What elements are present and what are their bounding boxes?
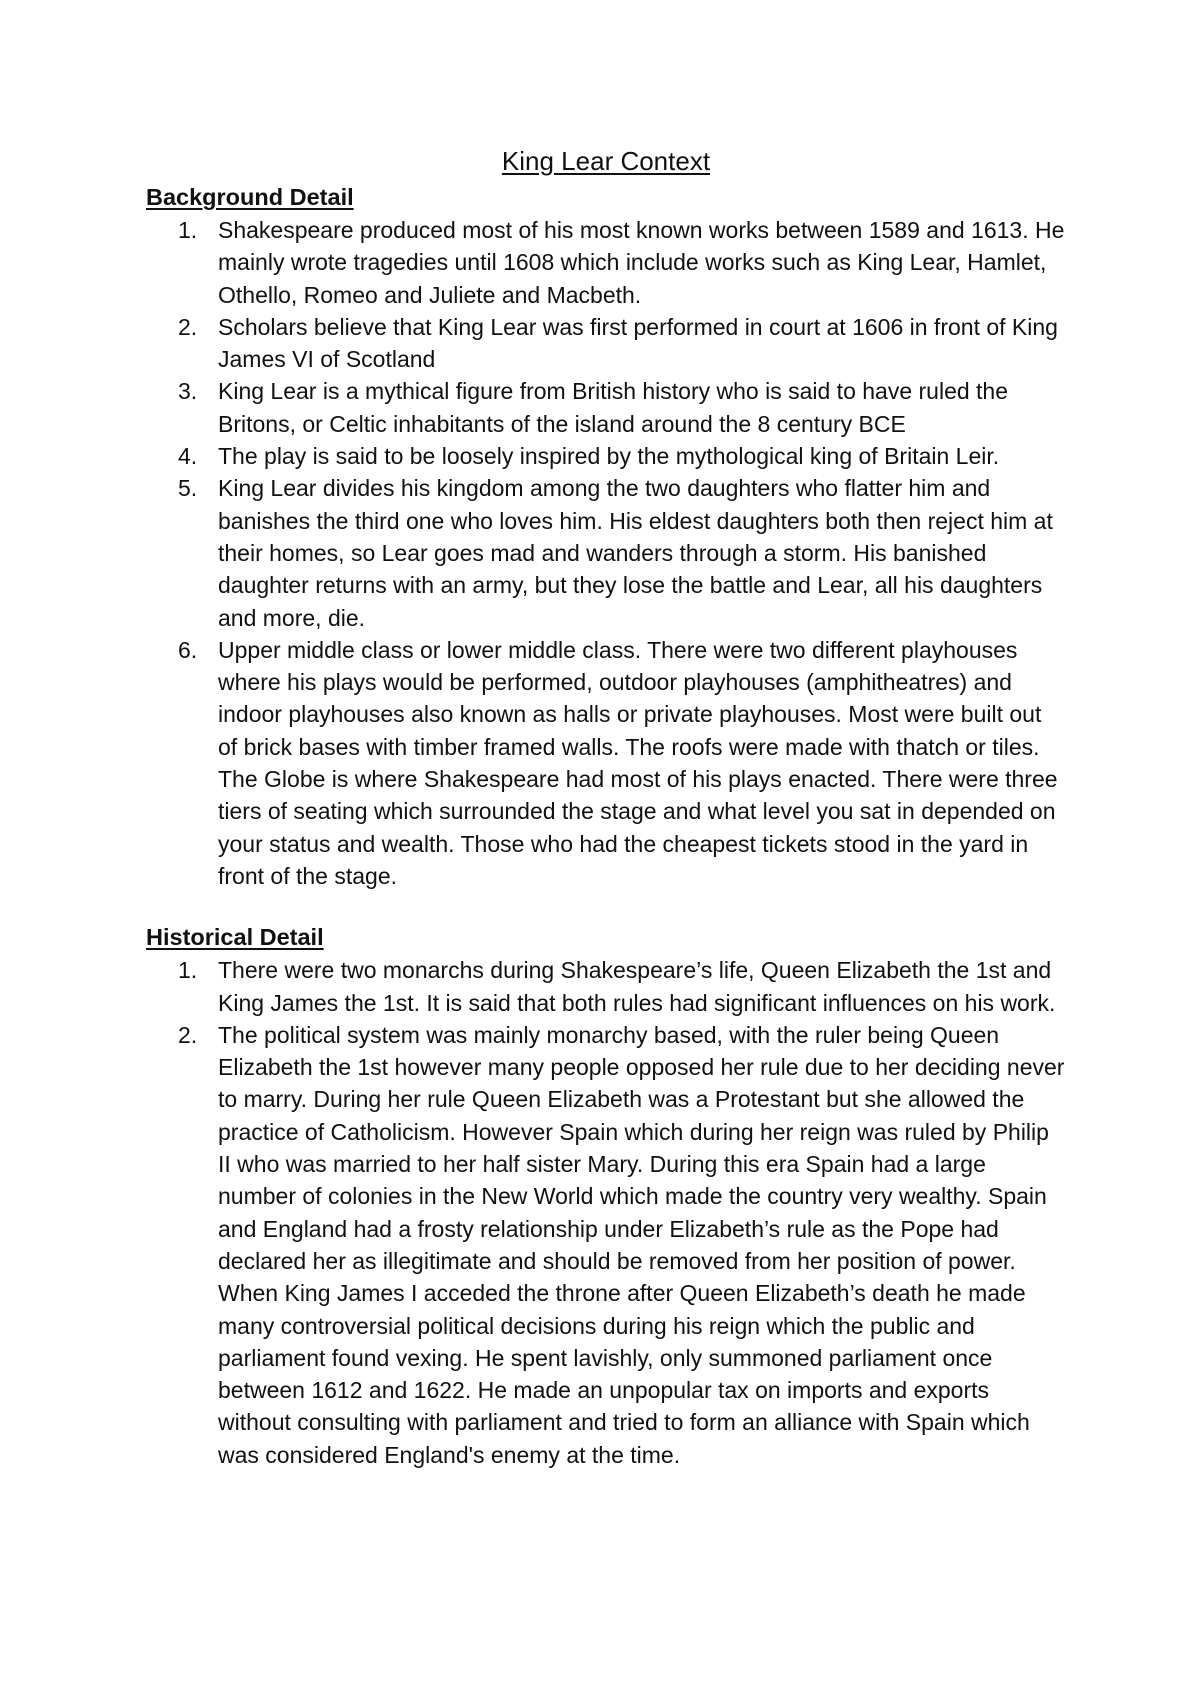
list-number: 1. (178, 957, 198, 984)
list-item-text: Upper middle class or lower middle class. There were two different playhouses where his plays would be performed, outdoor playhouses (amphitheatres) and indoor playhouses also known as halls or private playhouses. Most were built out of brick bases with timber framed walls. The roofs were made with thatch or tiles. The Globe is where Shakespeare had most of his plays enacted. There were three tiers of seating which surrounded the stage and what level you sat in depended on your status and wealth. Those who had the cheapest tickets stood in the yard in front of the stage. (218, 636, 1058, 889)
list-item (178, 440, 1066, 472)
list-item-text: The play is said to be loosely inspired by the mythological king of Britain Leir. (218, 443, 1000, 470)
section-heading-background: Background Detail (146, 184, 354, 210)
list-item (178, 1019, 1066, 1471)
list-number: 2. (178, 1021, 198, 1048)
background-list (146, 214, 1066, 892)
list-item-text: King Lear is a mythical figure from British history who is said to have ruled the Britons, or Celtic inhabitants of the island around the 8 century BCE (218, 378, 1009, 437)
list-item-text: There were two monarchs during Shakespeare’s life, Queen Elizabeth the 1st and King James the 1st. It is said that both rules had significant influences on his work. (218, 957, 1056, 1016)
list-item (178, 375, 1066, 440)
list-item-text: The political system was mainly monarchy based, with the ruler being Queen Elizabeth the 1st however many people opposed her rule due to her deciding never to marry. During her rule Queen Elizabeth was a Protestant but she allowed the practice of Catholicism. However Spain which during her reign was ruled by Philip II who was married to her half sister Mary. During this era Spain had a large number of colonies in the New World which made the country very wealthy. Spain and England had a frosty relationship under Elizabeth’s rule as the Pope had declared her as illegitimate and should be removed from her position of power. When King James I acceded the throne after Queen Elizabeth’s death he made many controversial political decisions during his reign which the public and parliament found vexing. He spent lavishly, only summoned parliament once between 1612 and 1622. He made an unpopular tax on imports and exports without consulting with parliament and tried to form an alliance with Spain which was considered England's enemy at the time. (218, 1021, 1065, 1468)
list-number: 2. (178, 313, 198, 340)
list-item-text: Shakespeare produced most of his most known works between 1589 and 1613. He mainly wrote tragedies until 1608 which include works such as King Lear, Hamlet, Othello, Romeo and Juliete and Macbeth. (218, 217, 1065, 308)
list-number: 4. (178, 443, 198, 470)
list-item (178, 954, 1066, 1019)
list-item (178, 311, 1066, 376)
list-number: 5. (178, 475, 198, 502)
list-item (178, 634, 1066, 892)
list-number: 6. (178, 636, 198, 663)
list-number: 1. (178, 217, 198, 243)
document-title: King Lear Context (501, 146, 711, 176)
list-item-text: King Lear divides his kingdom among the two daughters who flatter him and banishes the third one who loves him. His eldest daughters both then reject him at their homes, so Lear goes mad and wanders through a storm. His banished daughter returns with an army, but they lose the battle and Lear, all his daughters and more, die. (218, 475, 1053, 631)
list-item-text: Scholars believe that King Lear was first performed in court at 1606 in front of King James VI of Scotland (218, 313, 1058, 373)
list-item (178, 214, 1066, 311)
section-heading-historical: Historical Detail (146, 924, 324, 951)
list-item (178, 472, 1066, 633)
document-content (146, 144, 1066, 1471)
list-number: 3. (178, 378, 198, 405)
historical-list (146, 954, 1066, 1471)
